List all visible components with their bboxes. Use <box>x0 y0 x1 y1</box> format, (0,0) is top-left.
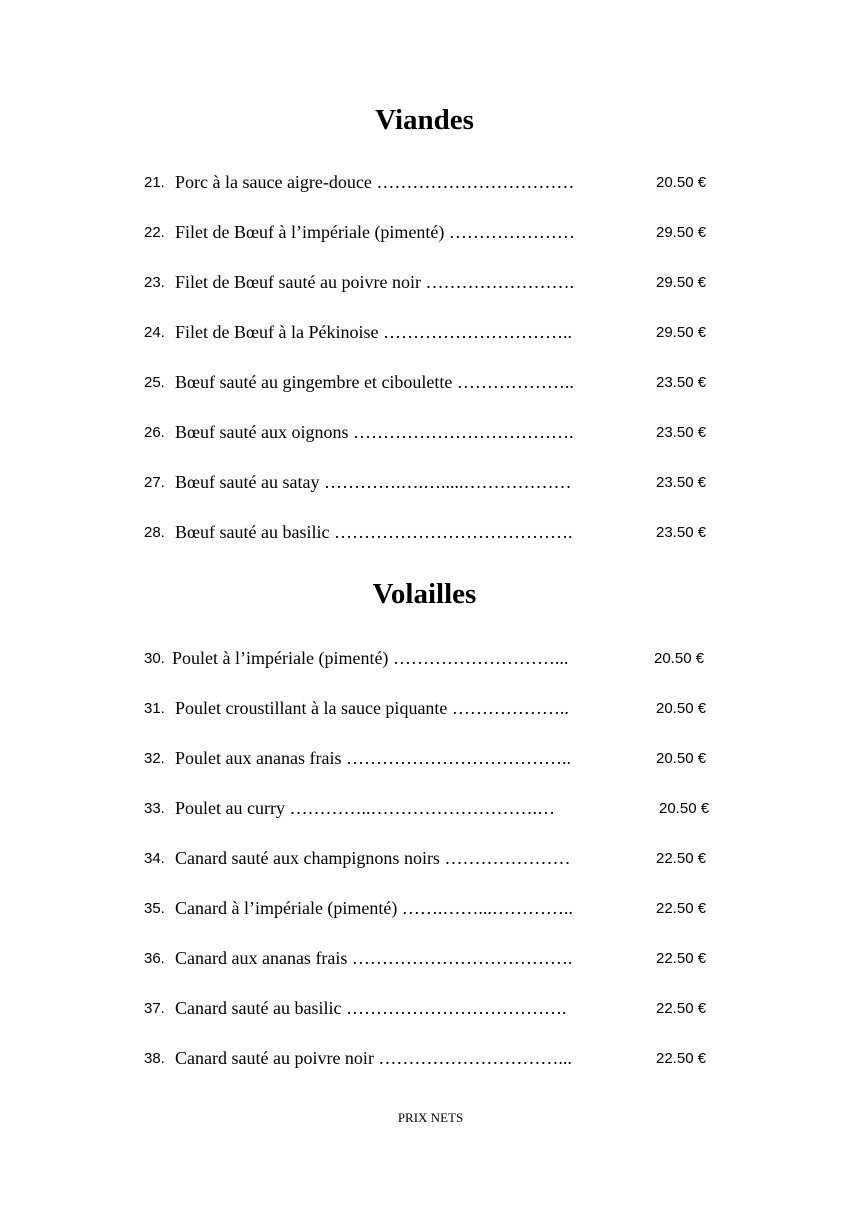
menu-item <box>0 996 861 1046</box>
item-price: 23.50 € <box>656 474 707 491</box>
item-price: 20.50 € <box>659 800 710 817</box>
menu-item <box>0 746 861 796</box>
footer-note: PRIX NETS <box>397 1110 464 1125</box>
item-price: 23.50 € <box>656 524 707 541</box>
item-description: Bœuf sauté au gingembre et ciboulette ……………….. <box>175 372 574 392</box>
item-description: Filet de Bœuf à la Pékinoise ………………………….. <box>175 322 572 342</box>
menu-item <box>0 646 861 696</box>
item-description: Canard sauté au poivre noir …………………………... <box>175 1048 572 1068</box>
menu-item <box>0 220 861 270</box>
item-price: 22.50 € <box>656 950 707 967</box>
item-price: 20.50 € <box>656 700 707 717</box>
item-number: 25. <box>144 374 165 391</box>
menu-item <box>0 1046 861 1096</box>
item-description: Poulet aux ananas frais ……………………………….. <box>175 748 571 768</box>
item-price: 22.50 € <box>656 900 707 917</box>
item-number: 33. <box>144 800 165 817</box>
menu-item <box>0 370 861 420</box>
item-number: 27. <box>144 474 165 491</box>
item-number: 22. <box>144 224 165 241</box>
item-number: 26. <box>144 424 165 441</box>
item-number: 23. <box>144 274 165 291</box>
item-price: 29.50 € <box>656 324 707 341</box>
item-price: 20.50 € <box>656 750 707 767</box>
item-price: 23.50 € <box>656 374 707 391</box>
menu-list-viandes <box>0 170 861 570</box>
item-price: 20.50 € <box>654 650 705 667</box>
menu-item <box>0 520 861 570</box>
menu-item <box>0 320 861 370</box>
menu-item <box>0 946 861 996</box>
item-number: 28. <box>144 524 165 541</box>
item-price: 20.50 € <box>656 174 707 191</box>
item-price: 23.50 € <box>656 424 707 441</box>
item-description: Canard sauté aux champignons noirs ………………… <box>175 848 571 868</box>
item-description: Bœuf sauté aux oignons ………………………………. <box>175 422 574 442</box>
section-title-volailles: Volailles <box>372 578 477 610</box>
item-description: Canard aux ananas frais ………………………………. <box>175 948 573 968</box>
menu-item <box>0 420 861 470</box>
item-description: Canard sauté au basilic ………………………………. <box>175 998 567 1018</box>
menu-item <box>0 170 861 220</box>
menu-item <box>0 846 861 896</box>
item-number: 31. <box>144 700 165 717</box>
item-price: 22.50 € <box>656 850 707 867</box>
item-number: 30. <box>144 650 165 667</box>
item-number: 24. <box>144 324 165 341</box>
item-number: 32. <box>144 750 165 767</box>
section-title-viandes: Viandes <box>375 104 474 136</box>
item-number: 36. <box>144 950 165 967</box>
item-description: Porc à la sauce aigre-douce …………………………… <box>175 172 575 192</box>
item-number: 21. <box>144 174 165 191</box>
item-price: 22.50 € <box>656 1000 707 1017</box>
item-price: 22.50 € <box>656 1050 707 1067</box>
item-description: Filet de Bœuf à l’impériale (pimenté) ………………… <box>175 222 575 242</box>
item-number: 35. <box>144 900 165 917</box>
item-description: Bœuf sauté au basilic …………………………………. <box>175 522 573 542</box>
item-description: Bœuf sauté au satay ………….….….....……………… <box>175 472 572 492</box>
item-price: 29.50 € <box>656 224 707 241</box>
item-number: 34. <box>144 850 165 867</box>
menu-item <box>0 896 861 946</box>
item-description: Poulet croustillant à la sauce piquante ……………….. <box>175 698 569 718</box>
item-number: 37. <box>144 1000 165 1017</box>
menu-item <box>0 796 861 846</box>
item-description: Poulet au curry …………..……………………….… <box>175 798 555 818</box>
menu-list-volailles <box>0 646 861 1096</box>
item-description: Canard à l’impériale (pimenté) …….……...………….. <box>175 898 573 918</box>
menu-item <box>0 696 861 746</box>
item-price: 29.50 € <box>656 274 707 291</box>
item-number: 38. <box>144 1050 165 1067</box>
menu-item <box>0 470 861 520</box>
menu-item <box>0 270 861 320</box>
item-description: Filet de Bœuf sauté au poivre noir ……………………. <box>175 272 574 292</box>
item-description: Poulet à l’impériale (pimenté) ………………………... <box>172 648 569 668</box>
